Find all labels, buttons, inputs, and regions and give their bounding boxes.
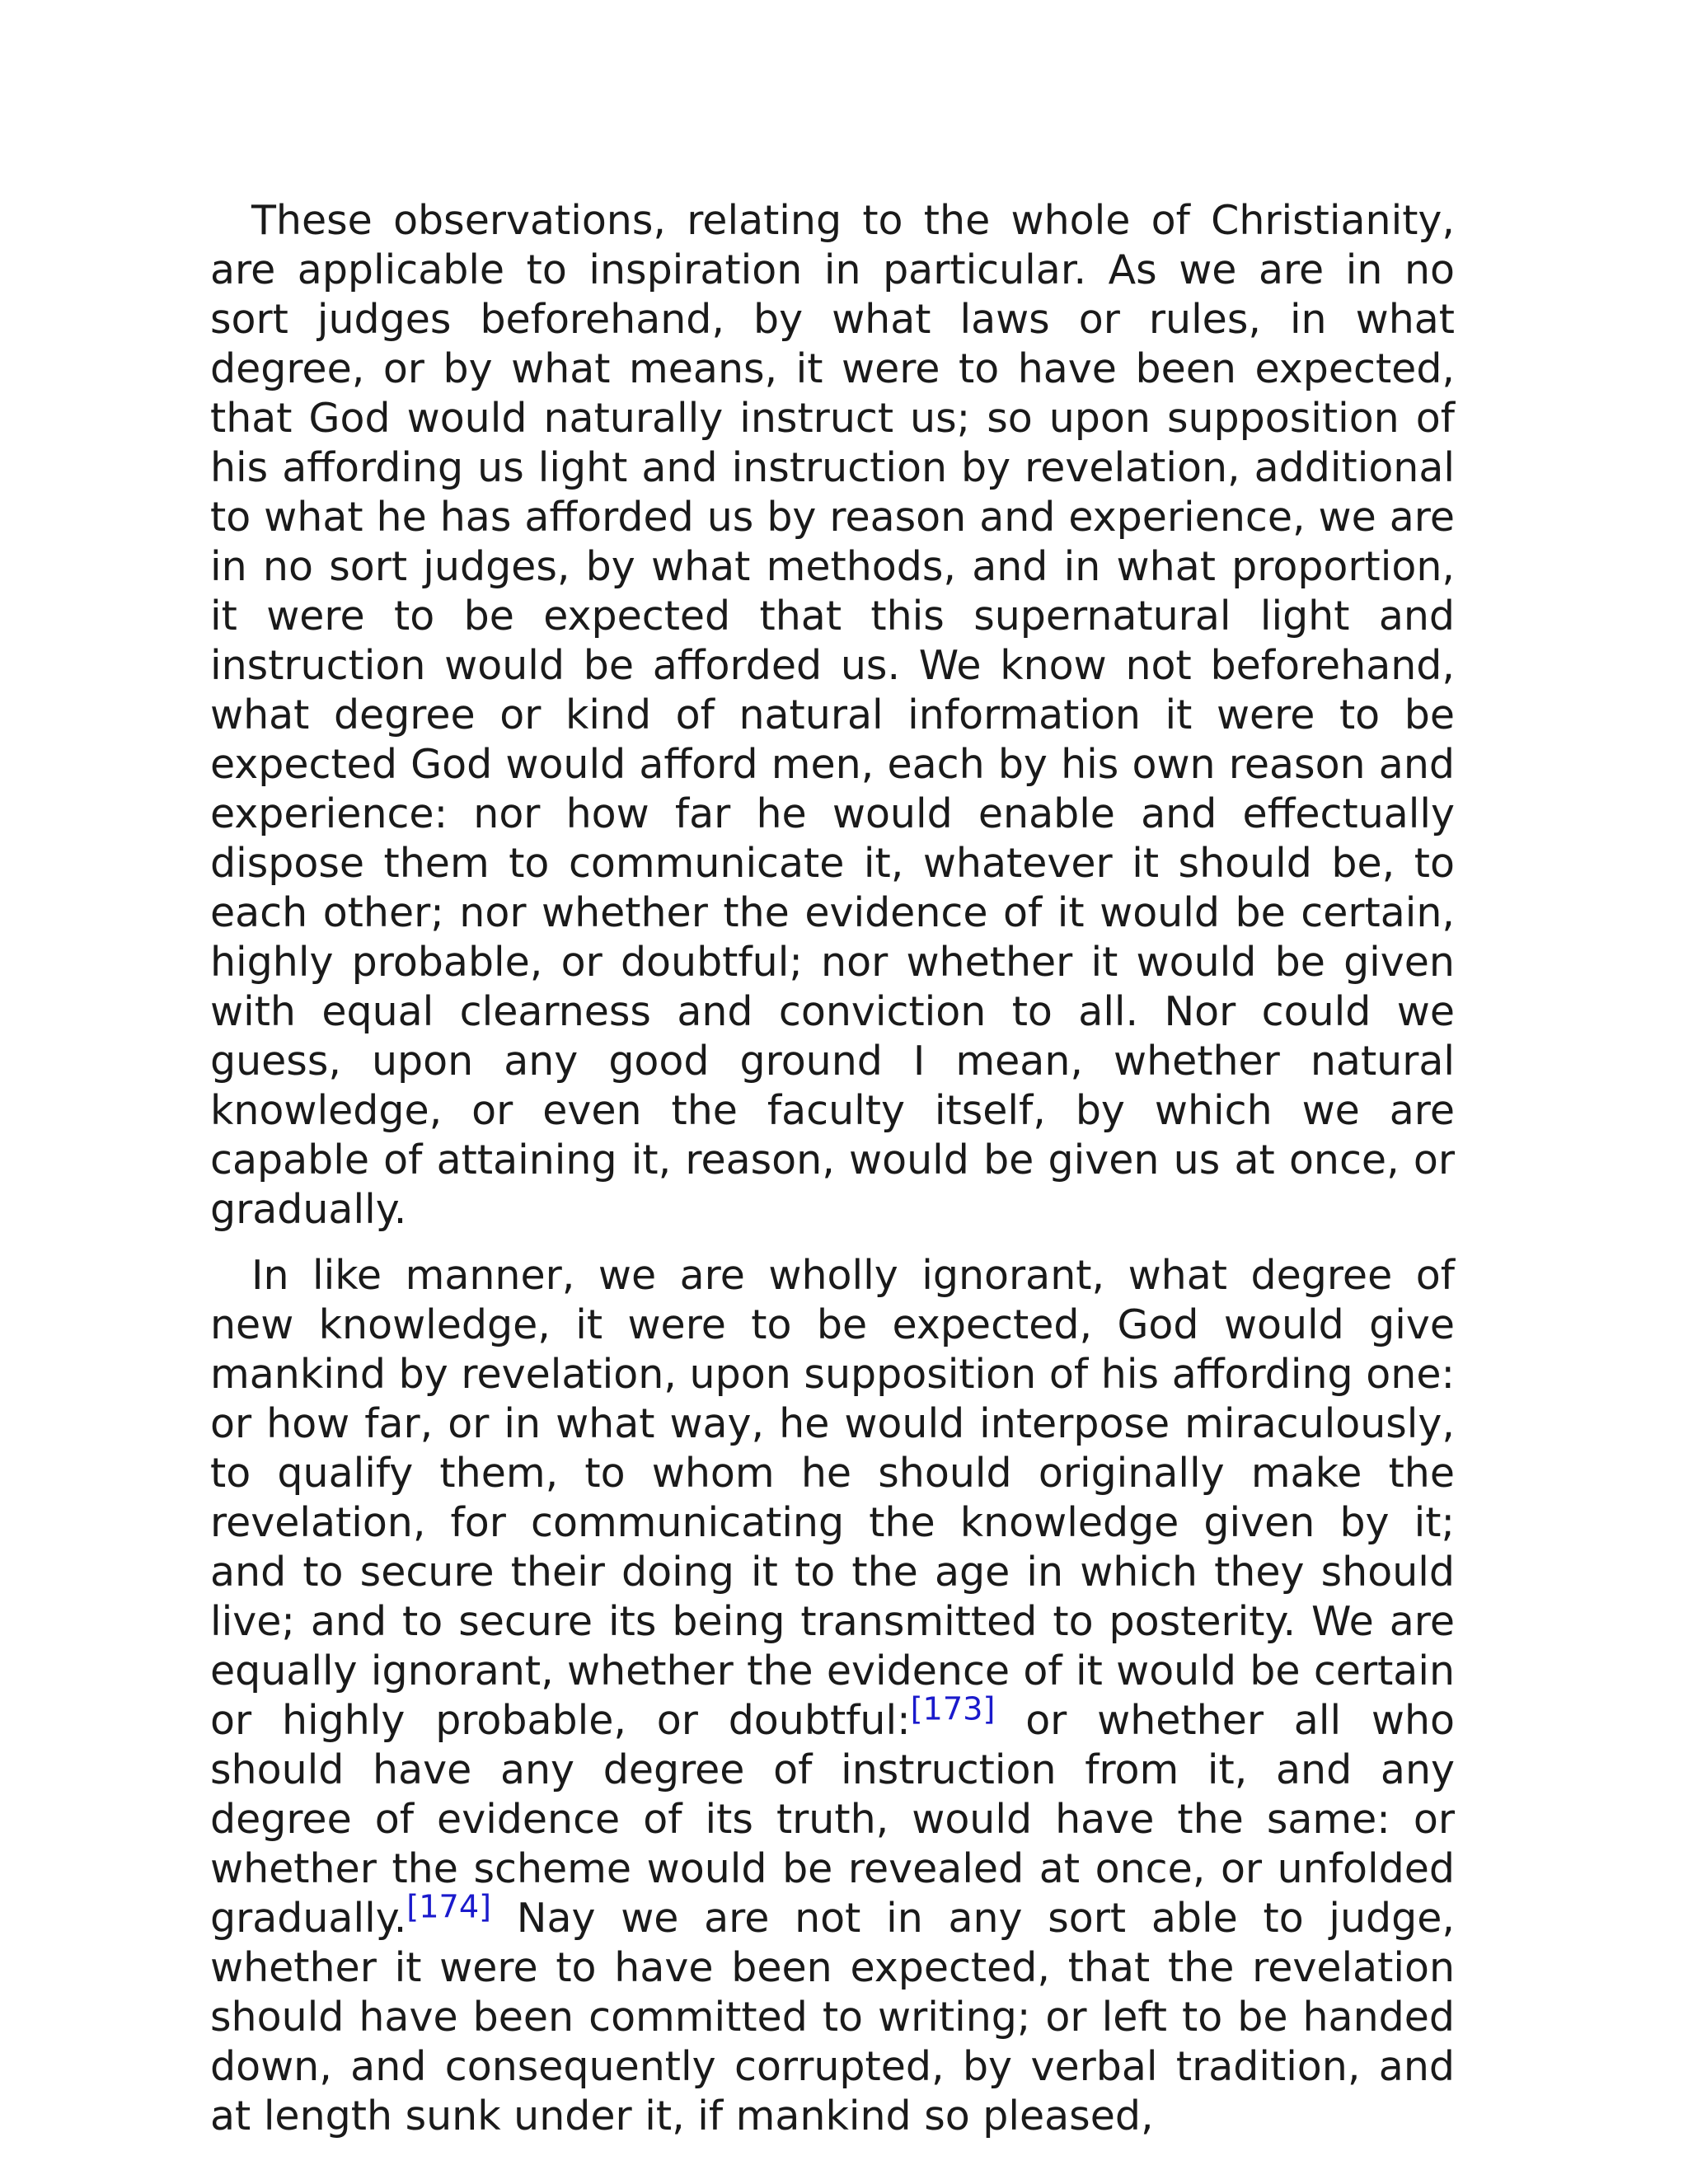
paragraph-inspiration (210, 196, 1455, 1235)
paragraph-revelation (210, 1251, 1455, 2141)
paragraph-text: These observations, relating to the whole of Christianity, are applicable to inspiration in particular. As we are in no sort judges beforehand, by what laws or rules, in what degree, or by what means, it were to have been expected, that God would naturally instruct us; so upon supposition of his affording us light and instruction by revelation, additional to what he has afforded us by reason and experience, we are in no sort judges, by what methods, and in what proportion, it were to be expected that this supernatural light and instruction would be afforded us. We know not beforehand, what degree or kind of natural information it were to be expected God would afford men, each by his own reason and experience: nor how far he would enable and effectually dispose them to communicate it, whatever it should be, to each other; nor whether the evidence of it would be certain, highly probable, or doubtful; nor whether it would be given with equal clearness and conviction to all. Nor could we guess, upon any good ground I mean, whether natural knowledge, or even the faculty itself, by which we are capable of attaining it, reason, would be given us at once, or gradually. (210, 197, 1455, 1233)
document-page (210, 196, 1455, 2141)
footnote-link-173[interactable]: [173] (910, 1691, 996, 1728)
footnote-link-174[interactable]: [174] (406, 1889, 492, 1926)
paragraph-text-part-2: or whether all who should have any degree of instruction from it, and any degree of evidence of its truth, would have the same: or whether the scheme would be revealed at once, or unfolded gradually. (210, 1697, 1455, 1942)
paragraph-text-part-1: In like manner, we are wholly ignorant, what degree of new knowledge, it were to be expected, God would give mankind by revelation, upon supposition of his affording one: or how far, or in what way, he would interpose miraculously, to qualify them, to whom he should originally make the revelation, for communicating the knowledge given by it; and to secure their doing it to the age in which they should live; and to secure its being transmitted to posterity. We are equally ignorant, whether the evidence of it would be certain or highly probable, or doubtful: (210, 1252, 1455, 1744)
paragraph-text-part-3: Nay we are not in any sort able to judge, whether it were to have been expected, that the revelation should have been committed to writing; or left to be handed down, and consequently corrupted, by verbal tradition, and at length sunk under it, if mankind so pleased, (210, 1895, 1455, 2139)
